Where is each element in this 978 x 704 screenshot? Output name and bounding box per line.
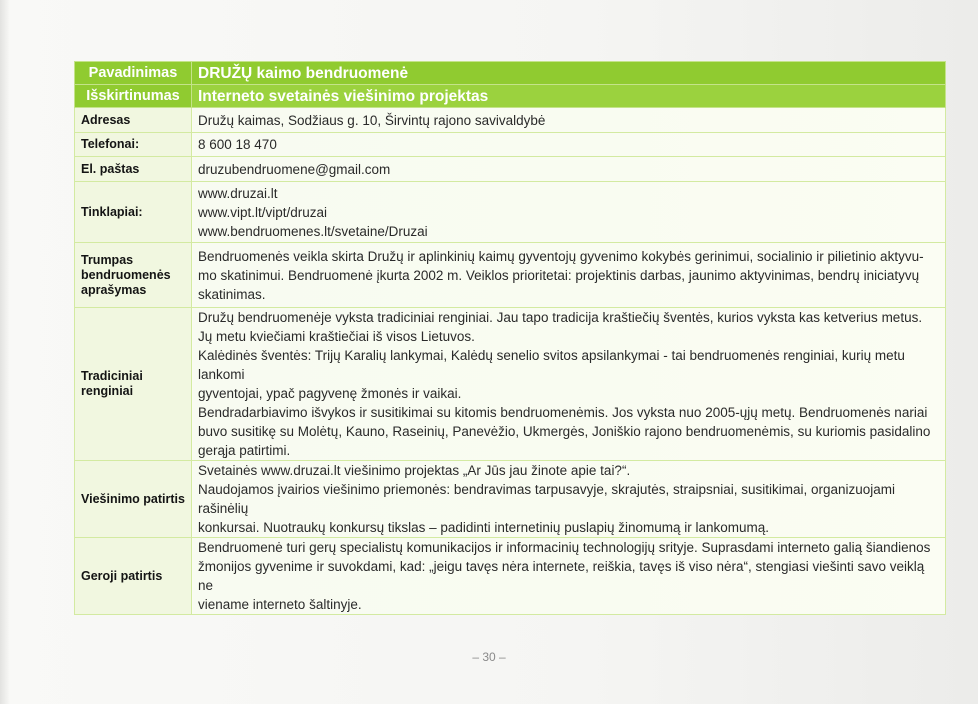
feature-value: Interneto svetainės viešinimo projektas [192, 85, 946, 108]
promo-row [75, 461, 946, 538]
good-practice-label: Geroji patirtis [75, 538, 192, 615]
events-row [75, 308, 946, 461]
good-practice-value [192, 538, 946, 615]
promo-line: konkursai. Nuotraukų konkursų tikslas – padidinti internetinių puslapių žinomumą ir lankomumą. [198, 520, 770, 535]
events-line: gerąja patirtimi. [198, 443, 291, 458]
good-practice-line: Bendruomenė turi gerų specialistų komunikacijos ir informacinių technologijų srityje. Suprasdami interneto galią šiandienos [198, 540, 931, 555]
promo-line: Naudojamos įvairios viešinimo priemonės: bendravimas tarpusavyje, skrajutės, straipsniai, susitikimai, organizuojami rašinėlių [198, 482, 896, 516]
name-row [75, 62, 946, 85]
page-edge-shadow [0, 0, 10, 704]
email-row [75, 157, 946, 182]
events-line: Družų bendruomenėje vyksta tradiciniai renginiai. Jau tapo tradicija kraštiečių šventės, kurios vyksta kas ketverius metus. [198, 310, 923, 325]
events-line: gyventojai, ypač pagyvenę žmonės ir vaikai. [198, 386, 462, 401]
promo-value [192, 461, 946, 538]
phones-value: 8 600 18 470 [192, 133, 946, 157]
websites-label: Tinklapiai: [75, 182, 192, 243]
description-label: Trumpas bendruomenės aprašymas [75, 243, 192, 308]
description-line: skatinimas. [198, 286, 266, 302]
events-line: buvo susitikę su Molėtų, Kauno, Raseinių, Panevėžio, Ukmergės, Joniškio rajono bendruomenėmis, su kuriomis pasidalino [198, 424, 931, 439]
description-line: Bendruomenės veikla skirta Družų ir aplinkinių kaimų gyventojų gyvenimo kokybės gerinimui, socialinio ir pilietinio aktyvu- [198, 248, 924, 264]
email-label: El. paštas [75, 157, 192, 182]
description-line: mo skatinimui. Bendruomenė įkurta 2002 m. Veiklos prioritetai: projektinis darbas, jaunimo aktyvinimas, bendrų iniciatyvų [198, 267, 920, 283]
name-label: Pavadinimas [75, 62, 192, 85]
promo-line: Svetainės www.druzai.lt viešinimo projektas „Ar Jūs jau žinote apie tai?“. [198, 463, 631, 478]
website-link[interactable]: www.bendruomenes.lt/svetaine/Druzai [198, 223, 428, 239]
websites-value [192, 182, 946, 243]
community-name: DRUŽŲ kaimo bendruomenė [192, 62, 946, 85]
community-info-table [74, 61, 946, 615]
good-practice-line: viename interneto šaltinyje. [198, 597, 362, 612]
feature-label: Išskirtinumas [75, 85, 192, 108]
phones-label: Telefonai: [75, 133, 192, 157]
website-link[interactable]: www.druzai.lt [198, 185, 278, 201]
description-row [75, 243, 946, 308]
events-line: Kalėdinės šventės: Trijų Karalių lankymai, Kalėdų senelio svitos apsilankymai - tai bendruomenės renginiai, kurių metu lankomi [198, 348, 905, 382]
address-value: Družų kaimas, Sodžiaus g. 10, Širvintų rajono savivaldybė [192, 108, 946, 133]
events-line: Jų metu kviečiami kraštiečiai iš visos Lietuvos. [198, 329, 475, 344]
good-practice-row [75, 538, 946, 615]
events-line: Bendradarbiavimo išvykos ir susitikimai su kitomis bendruomenėmis. Jos vyksta nuo 2005-ųjų metų. Bendruomenės nariai [198, 405, 928, 420]
promo-label: Viešinimo patirtis [75, 461, 192, 538]
websites-row [75, 182, 946, 243]
address-label: Adresas [75, 108, 192, 133]
website-link[interactable]: www.vipt.lt/vipt/druzai [198, 204, 328, 220]
address-row [75, 108, 946, 133]
email-value[interactable]: druzubendruomene@gmail.com [192, 157, 946, 182]
description-value [192, 243, 946, 308]
phones-row [75, 133, 946, 157]
events-label: Tradiciniai renginiai [75, 308, 192, 461]
good-practice-line: žmonijos gyvenime ir suvokdami, kad: „jeigu tavęs nėra internete, reiškia, tavęs iš viso nėra“, stengiasi viešinti savo veiklą ne [198, 559, 925, 593]
page-number: – 30 – [472, 650, 506, 664]
feature-row [75, 85, 946, 108]
events-value [192, 308, 946, 461]
